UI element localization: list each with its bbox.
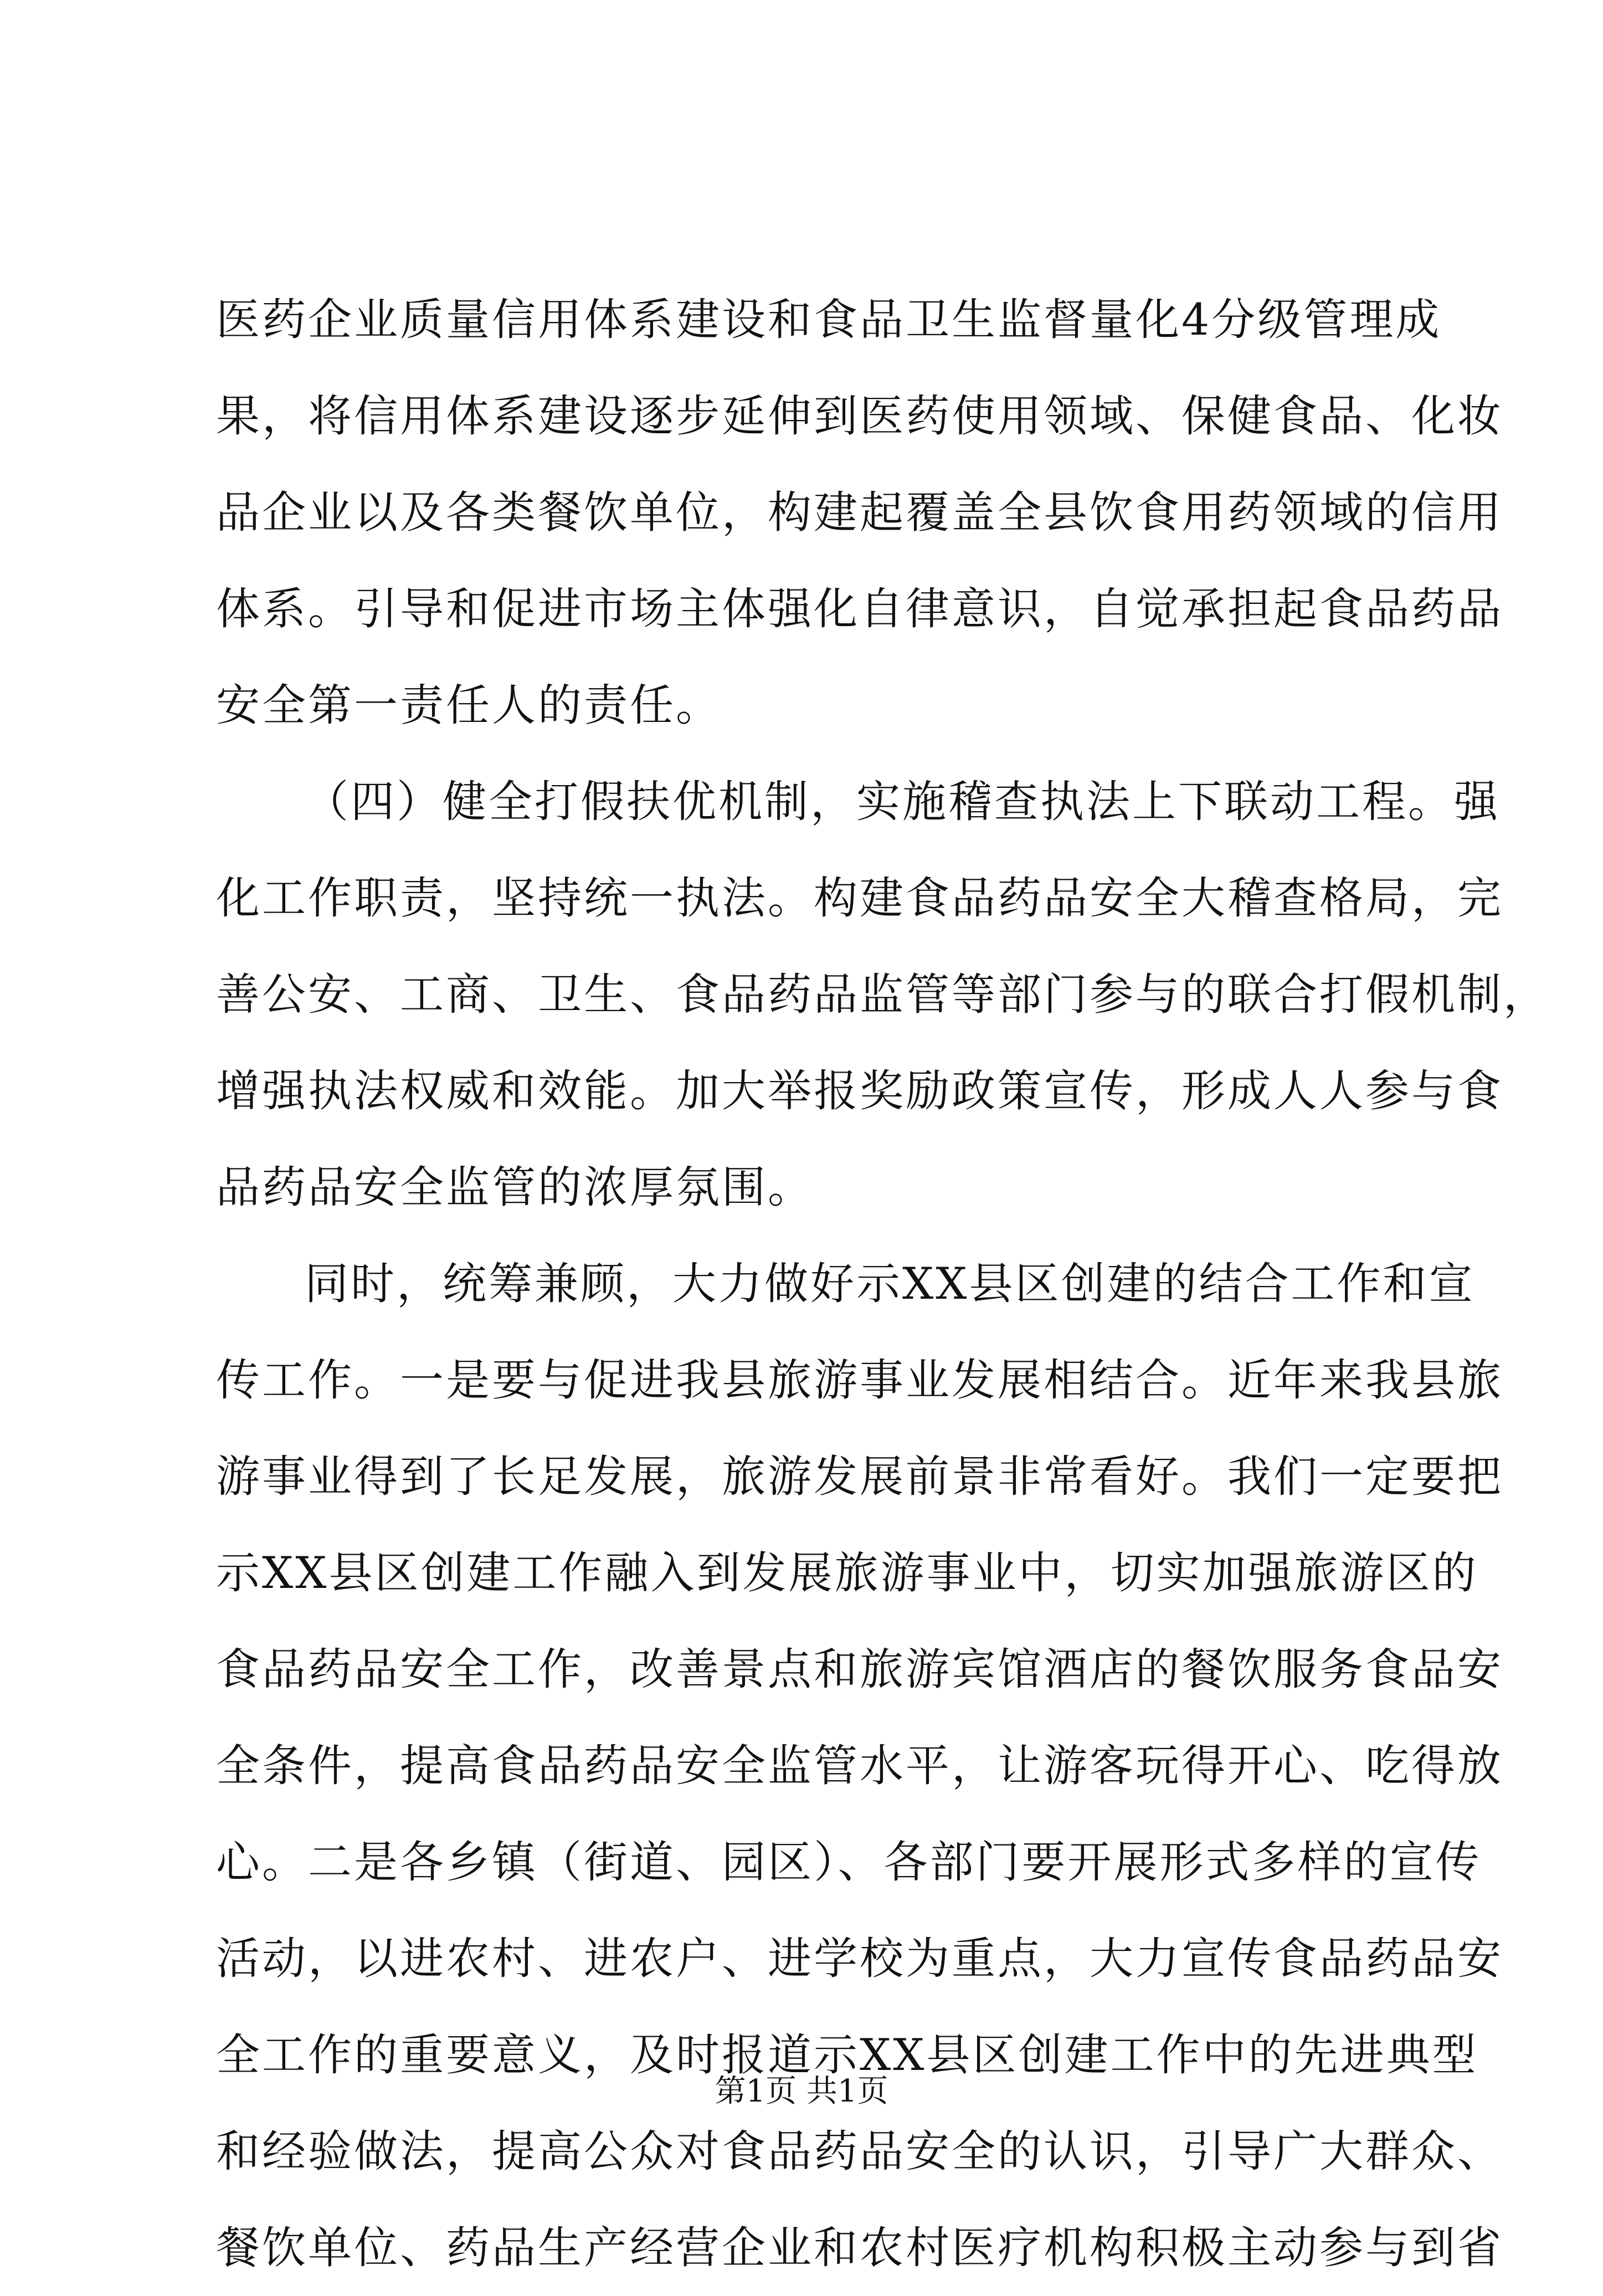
text-line: 示XX县区创建工作融入到发展旅游事业中，切实加强旅游区的 bbox=[216, 1547, 1478, 1598]
text-line: 心。二是各乡镇（街道、园区）、各部门要开展形式多样的宣传 bbox=[216, 1837, 1482, 1888]
text-line: 品企业以及各类餐饮单位，构建起覆盖全县饮食用药领域的信用 bbox=[216, 487, 1503, 538]
page-number-footer: 第1页 共1页 bbox=[715, 2073, 888, 2109]
text-line: 活动，以进农村、进农户、进学校为重点，大力宣传食品药品安 bbox=[216, 1933, 1503, 1984]
text-line: 食品药品安全工作，改善景点和旅游宾馆酒店的餐饮服务食品安 bbox=[216, 1644, 1503, 1695]
text-line: 善公安、工商、卫生、食品药品监管等部门参与的联合打假机制， bbox=[216, 969, 1549, 1020]
paragraph-first-line: 同时，统筹兼顾，大力做好示XX县区创建的结合工作和宣 bbox=[305, 1258, 1475, 1309]
text-line: 体系。引导和促进市场主体强化自律意识，自觉承担起食品药品 bbox=[216, 583, 1503, 634]
text-line: 增强执法权威和效能。加大举报奖励政策宣传，形成人人参与食 bbox=[216, 1065, 1503, 1116]
text-line: 果，将信用体系建设逐步延伸到医药使用领域、保健食品、化妆 bbox=[216, 391, 1503, 442]
text-line: 和经验做法，提高公众对食品药品安全的认识，引导广大群众、 bbox=[216, 2126, 1503, 2177]
text-line: 游事业得到了长足发展，旅游发展前景非常看好。我们一定要把 bbox=[216, 1451, 1503, 1502]
text-line: 传工作。一是要与促进我县旅游事业发展相结合。近年来我县旅 bbox=[216, 1355, 1503, 1406]
body-text bbox=[216, 271, 1549, 2296]
text-line: 全条件，提高食品药品安全监管水平，让游客玩得开心、吃得放 bbox=[216, 1740, 1503, 1791]
text-line: 餐饮单位、药品生产经营企业和农村医疗机构积极主动参与到省 bbox=[216, 2222, 1503, 2273]
text-line: 品药品安全监管的浓厚氛围。 bbox=[216, 1162, 814, 1213]
text-line: 化工作职责，坚持统一执法。构建食品药品安全大稽查格局，完 bbox=[216, 873, 1503, 924]
paragraph-first-line: （四）健全打假扶优机制，实施稽查执法上下联动工程。强 bbox=[305, 776, 1500, 827]
text-line: 医药企业质量信用体系建设和食品卫生监督量化4分级管理成 bbox=[216, 294, 1442, 345]
text-line: 全工作的重要意义，及时报道示XX县区创建工作中的先进典型 bbox=[216, 2030, 1478, 2080]
text-line: 安全第一责任人的责任。 bbox=[216, 680, 722, 731]
